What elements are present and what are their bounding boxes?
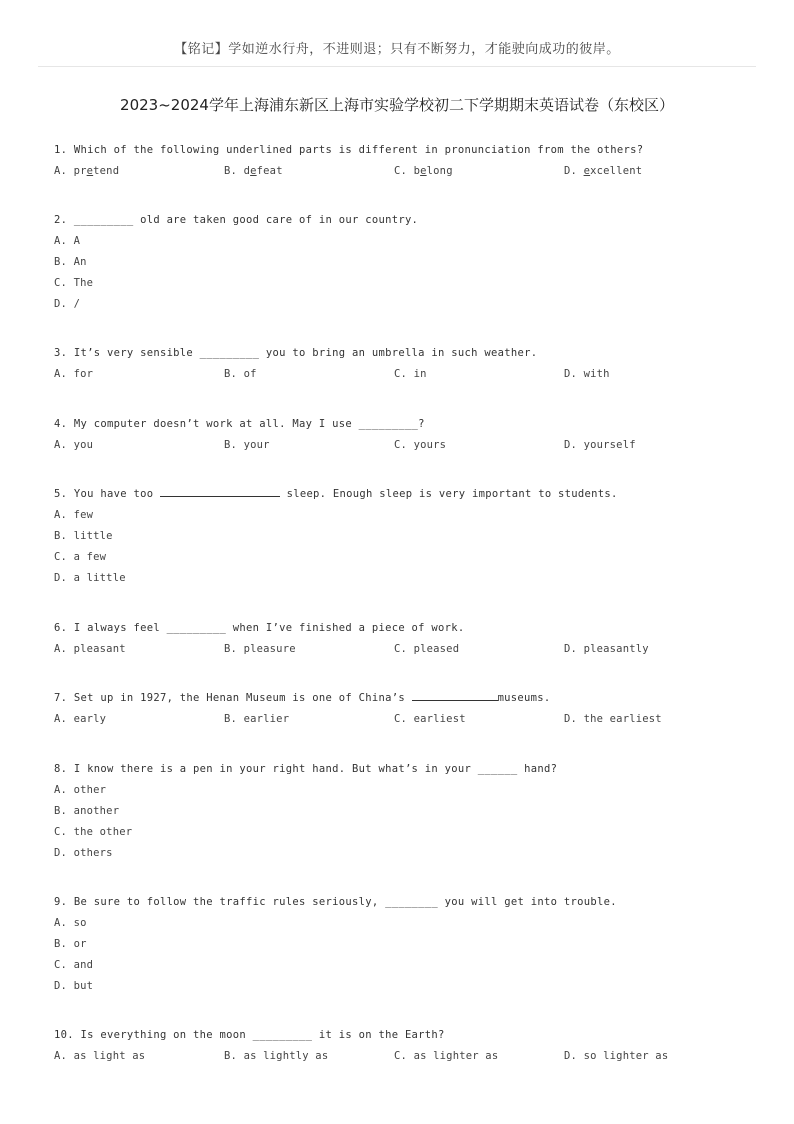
option-b[interactable]: B. earlier [224,713,290,725]
options-row [54,639,754,660]
option-b[interactable]: B. your [224,439,270,451]
option-c[interactable]: C. the other [54,826,133,838]
underlined-letter: e [420,165,427,177]
options-row [54,161,754,182]
option-a[interactable]: A. you [54,439,94,451]
question-6 [54,618,754,660]
option-d[interactable]: D. yourself [564,439,636,451]
option-c[interactable]: C. earliest [394,713,466,725]
question-7 [54,688,754,730]
question-stem: 4. My computer doesn’t work at all. May I use _________? [54,418,425,430]
option-c[interactable]: C. pleased [394,643,460,655]
option-d[interactable]: D. with [564,368,610,380]
option-d[interactable]: D. a little [54,572,126,584]
options-row [54,435,754,456]
question-5 [54,484,754,589]
question-1 [54,140,754,182]
header-divider [38,66,756,67]
option-c[interactable]: C. as lighter as [394,1050,499,1062]
option-a[interactable]: A. other [54,784,107,796]
motto-banner: 【铭记】学如逆水行舟，不进则退；只有不断努力，才能驶向成功的彼岸。 [174,42,620,57]
option-b[interactable]: B. little [54,530,113,542]
option-d[interactable]: D. others [54,847,113,859]
underlined-letter: e [250,165,257,177]
question-stem: 1. Which of the following underlined parts is different in pronunciation from the others? [54,144,644,156]
option-a[interactable]: A. early [54,713,107,725]
option-a[interactable]: A. so [54,917,87,929]
question-4 [54,414,754,456]
option-d[interactable]: D. excellent [564,165,643,177]
option-a[interactable]: A. pleasant [54,643,126,655]
option-d[interactable]: D. but [54,980,94,992]
options-row [54,364,754,385]
option-c[interactable]: C. and [54,959,94,971]
option-a[interactable]: A. few [54,509,94,521]
option-b[interactable]: B. as lightly as [224,1050,329,1062]
option-a[interactable]: A. pretend [54,165,120,177]
question-stem: 10. Is everything on the moon _________ it is on the Earth? [54,1029,445,1041]
option-b[interactable]: B. An [54,256,87,268]
question-stem: 5. You have too sleep. Enough sleep is very important to students. [54,488,618,500]
option-b[interactable]: B. defeat [224,165,283,177]
options-row [54,1046,754,1067]
options-row [54,709,754,730]
question-3 [54,343,754,385]
option-c[interactable]: C. a few [54,551,107,563]
option-c[interactable]: C. The [54,277,94,289]
option-d[interactable]: D. / [54,298,81,310]
question-stem: 9. Be sure to follow the traffic rules seriously, ________ you will get into trouble. [54,896,617,908]
question-stem: 2. _________ old are taken good care of in our country. [54,214,419,226]
question-stem: 7. Set up in 1927, the Henan Museum is one of China’s museums. [54,692,551,704]
question-stem: 8. I know there is a pen in your right hand. But what’s in your ______ hand? [54,763,558,775]
option-b[interactable]: B. pleasure [224,643,296,655]
option-d[interactable]: D. the earliest [564,713,662,725]
option-b[interactable]: B. of [224,368,257,380]
option-d[interactable]: D. pleasantly [564,643,649,655]
question-9 [54,892,754,997]
option-d[interactable]: D. so lighter as [564,1050,669,1062]
page-title: 2023~2024学年上海浦东新区上海市实验学校初二下学期期末英语试卷（东校区） [120,96,674,114]
option-a[interactable]: A. as light as [54,1050,146,1062]
option-a[interactable]: A. A [54,235,81,247]
underlined-letter: e [86,165,94,177]
option-b[interactable]: B. another [54,805,120,817]
question-stem: 3. It’s very sensible _________ you to bring an umbrella in such weather. [54,347,538,359]
answer-blank [412,690,498,701]
question-2 [54,210,754,315]
question-10 [54,1025,754,1067]
question-stem: 6. I always feel _________ when I’ve finished a piece of work. [54,622,465,634]
option-c[interactable]: C. in [394,368,427,380]
option-c[interactable]: C. yours [394,439,447,451]
option-a[interactable]: A. for [54,368,94,380]
option-b[interactable]: B. or [54,938,87,950]
option-c[interactable]: C. belong [394,165,453,177]
answer-blank [160,486,280,497]
underlined-letter: e [583,165,591,177]
question-8 [54,759,754,864]
